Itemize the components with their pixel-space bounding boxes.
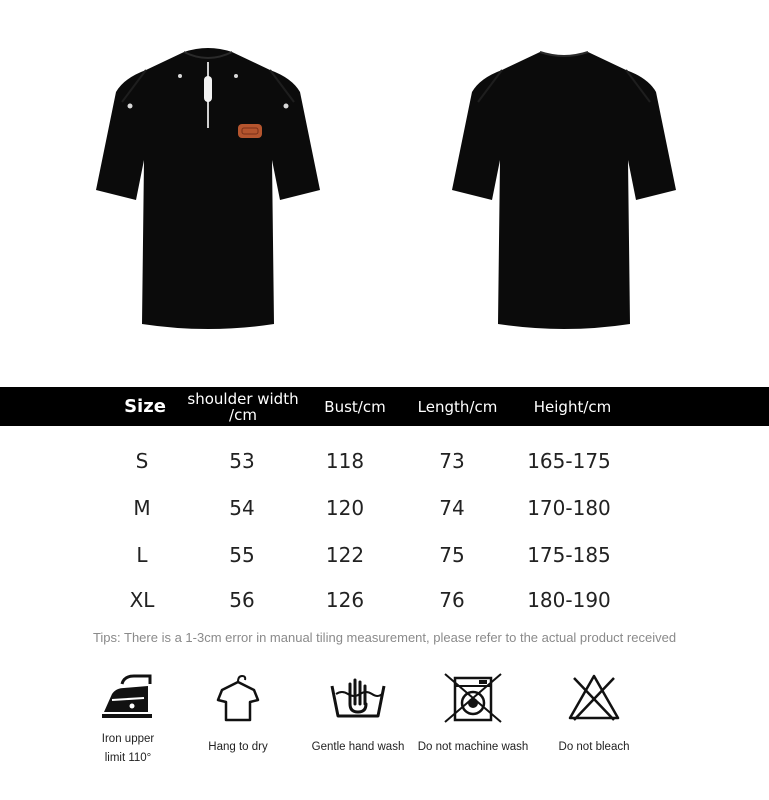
care-label-machine: Do not machine wash	[417, 741, 529, 753]
size-row	[0, 493, 769, 523]
row-height: 165-175	[527, 449, 611, 473]
row-length: 74	[439, 496, 465, 520]
row-length: 76	[439, 588, 465, 612]
row-bust: 126	[325, 588, 365, 612]
header-bust: Bust/cm	[324, 397, 386, 416]
care-label-iron-line1: Iron upper	[101, 733, 155, 745]
no-machine-wash-icon	[443, 672, 503, 724]
care-item-iron	[68, 672, 188, 768]
row-bust: 122	[325, 543, 365, 567]
row-height: 180-190	[527, 588, 611, 612]
care-label-bleach: Do not bleach	[558, 741, 630, 753]
no-bleach-icon	[564, 672, 624, 724]
header-length: Length/cm	[417, 397, 498, 416]
header-size: Size	[124, 396, 166, 417]
measurement-tip: Tips: There is a 1-3cm error in manual tiling measurement, please refer to the actual product received	[92, 630, 677, 645]
care-label-hand: Gentle hand wash	[311, 741, 405, 753]
row-size: M	[133, 496, 151, 520]
care-item-hang-dry	[178, 672, 298, 757]
header-shoulder-line2: /cm	[229, 405, 257, 424]
header-height: Height/cm	[533, 397, 612, 416]
care-item-no-machine-wash	[413, 672, 533, 757]
row-height: 175-185	[527, 543, 611, 567]
row-height: 170-180	[527, 496, 611, 520]
row-shoulder: 55	[229, 543, 255, 567]
row-bust: 120	[325, 496, 365, 520]
row-size: XL	[129, 588, 155, 612]
hanger-shirt-icon	[208, 672, 268, 724]
hand-wash-icon	[328, 672, 388, 724]
row-shoulder: 54	[229, 496, 255, 520]
row-size: L	[136, 543, 148, 567]
row-shoulder: 56	[229, 588, 255, 612]
row-size: S	[135, 449, 149, 473]
row-length: 73	[439, 449, 465, 473]
row-bust: 118	[325, 449, 365, 473]
row-shoulder: 53	[229, 449, 255, 473]
header-shoulder-line1: shoulder width	[187, 389, 299, 408]
care-item-hand-wash	[298, 672, 418, 757]
care-label-iron-line2: limit 110°	[104, 752, 152, 764]
care-label-hang: Hang to dry	[208, 741, 268, 753]
row-length: 75	[439, 543, 465, 567]
shirt-front-image	[92, 40, 324, 335]
iron-icon	[98, 672, 158, 724]
care-item-no-bleach	[534, 672, 654, 757]
shirt-back-image	[448, 40, 680, 335]
header-shoulder-width	[178, 387, 308, 426]
size-chart-header	[0, 387, 769, 426]
size-row	[0, 585, 769, 615]
size-row	[0, 540, 769, 570]
size-row	[0, 446, 769, 476]
